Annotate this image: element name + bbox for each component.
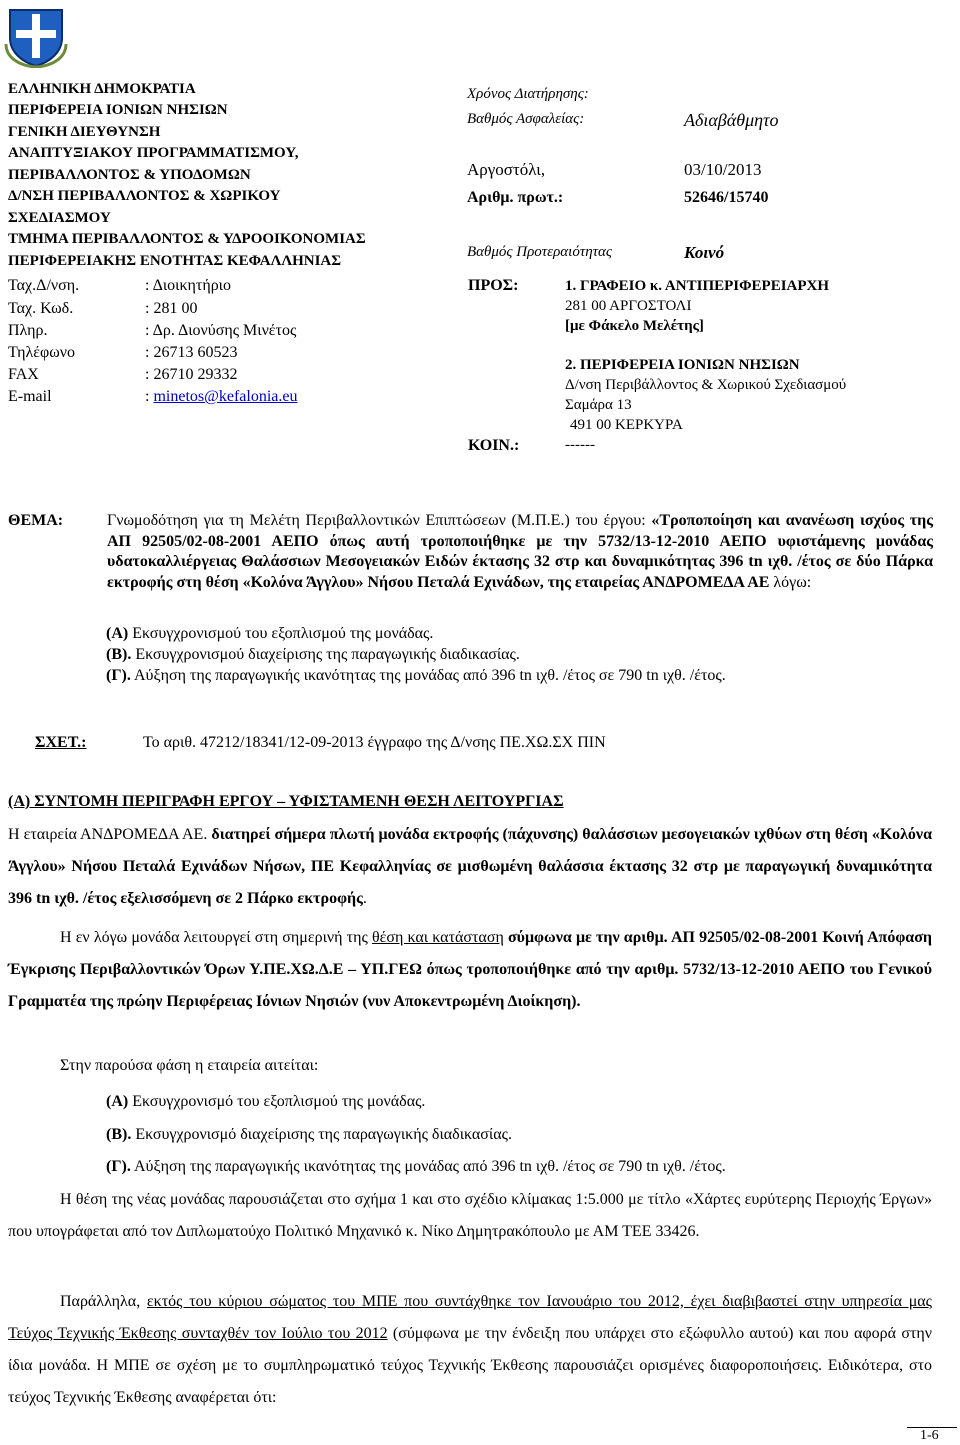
recipient-2-street: Σαμάρα 13 — [565, 397, 632, 413]
request-text: Εκσυγχρονισμό του εξοπλισμού της μονάδας. — [128, 1093, 426, 1110]
page-number: 1-6 — [920, 1428, 939, 1443]
recipient-1-address: 281 00 ΑΡΓΟΣΤΟΛΙ — [565, 298, 692, 314]
reason-text: Αύξηση της παραγωγικής ικανότητας της μονάδας από 396 tn ιχθ. /έτος σε 790 tn ιχθ. /έτος. — [130, 667, 726, 684]
contact-value: : 26713 60523 — [145, 344, 238, 361]
protocol-label: Αριθμ. πρωτ.: — [467, 189, 564, 206]
document-date: 03/10/2013 — [684, 160, 762, 179]
to-label: ΠΡΟΣ: — [468, 277, 519, 294]
contact-label: Πληρ. — [8, 322, 48, 339]
recipient-2-title: 2. ΠΕΡΙΦΕΡΕΙΑ ΙΟΝΙΩΝ ΝΗΣΙΩΝ — [565, 357, 800, 373]
company-name-text: Η εταιρεία ΑΝΔΡΟΜΕΔΑ ΑΕ. — [8, 826, 212, 843]
retention-label: Χρόνος Διατήρησης: — [467, 86, 589, 102]
email-prefix: : — [145, 388, 154, 405]
priority-label: Βαθμός Προτεραιότητας — [467, 244, 612, 260]
greek-coat-of-arms-icon — [4, 4, 68, 68]
section-a-paragraph-3: Στην παρούσα φάση η εταιρεία αιτείται: — [60, 1057, 319, 1074]
contact-label: FAX — [8, 366, 39, 383]
request-a — [106, 1092, 425, 1111]
org-line: ΓΕΝΙΚΗ ΔΙΕΥΘΥΝΣΗ — [8, 124, 161, 140]
request-text: Εκσυγχρονισμό διαχείρισης της παραγωγικής διαδικασίας. — [131, 1126, 512, 1143]
org-line: ΠΕΡΙΒΑΛΛΟΝΤΟΣ & ΥΠΟΔΟΜΩΝ — [8, 167, 251, 183]
org-line: ΕΛΛΗΝΙΚΗ ΔΗΜΟΚΡΑΤΙΑ — [8, 81, 196, 97]
recipient-1-note: [με Φάκελο Μελέτης] — [565, 318, 704, 334]
org-line: ΠΕΡΙΦΕΡΕΙΑΚΗΣ ΕΝΟΤΗΤΑΣ ΚΕΦΑΛΛΗΝΙΑΣ — [8, 253, 342, 269]
paragraph-text: (σύμφωνα με την ένδειξη που υπάρχει στο εξώφυλλο αυτού) και που αφορά στην ίδια μονάδα. Η ΜΠΕ σε σχέση με το συμπληρωματικό τεύχος Τεχνικής Έκθεσης παρουσιάζει ορισμένες διαφοροποιήσεις. Ειδικότερα, στο τεύχος Τεχνικής Έκθεσης αναφέρεται ότι: — [8, 1325, 932, 1406]
org-line: ΤΜΗΜΑ ΠΕΡΙΒΑΛΛΟΝΤΟΣ & ΥΔΡΟΟΙΚΟΝΟΜΙΑΣ — [8, 231, 366, 247]
request-text: Αύξηση της παραγωγικής ικανότητας της μονάδας από 396 tn ιχθ. /έτος σε 790 tn ιχθ. /έτος. — [130, 1158, 726, 1175]
org-line: ΣΧΕΔΙΑΣΜΟΥ — [8, 210, 111, 226]
subject-label: ΘΕΜΑ: — [8, 512, 64, 529]
org-line: ΠΕΡΙΦΕΡΕΙΑ ΙΟΝΙΩΝ ΝΗΣΙΩΝ — [8, 102, 228, 118]
recipient-2-city: 491 00 ΚΕΡΚΥΡΑ — [570, 417, 683, 433]
contact-value: : Δρ. Διονύσης Μινέτος — [145, 322, 297, 339]
request-c — [106, 1157, 726, 1176]
reference-value: Το αριθ. 47212/18341/12-09-2013 έγγραφο της Δ/νσης ΠΕ.ΧΩ.ΣΧ ΠΙΝ — [143, 734, 606, 751]
paragraph-end: . — [362, 890, 367, 907]
recipient-1-title: 1. ΓΡΑΦΕΙΟ κ. ΑΝΤΙΠΕΡΙΦΕΡΕΙΑΡΧΗ — [565, 278, 830, 294]
cc-label: ΚΟΙΝ.: — [468, 437, 520, 454]
section-a-paragraph-2 — [8, 922, 932, 1018]
reason-marker: (Β). — [106, 646, 132, 663]
contact-value: : 26710 29332 — [145, 366, 238, 383]
subject-text — [107, 511, 933, 594]
subject-project-title: «Τροποποίηση και ανανέωση ισχύος της ΑΠ 92505/02-08-2001 ΑΕΠΟ όπως αυτή τροποποιήθηκε με την 5732/13-12-2010 ΑΕΠΟ υφιστάμενης μονάδας υδατοκαλλιέργειας Θαλάσσιων Μεσογειακών Ειδών έκτασης 32 στρ και δυναμικότητας 396 tn ιχθ. /έτος σε δύο Πάρκα εκτροφής στη θέση «Κολόνα Άγγλου» Νήσου Πεταλά Εχινάδων, της εταιρείας ΑΝΔΡΟΜΕΔΑ ΑΕ — [107, 512, 933, 592]
section-a-heading — [8, 792, 564, 811]
request-b — [106, 1125, 512, 1144]
reason-text: Εκσυγχρονισμού διαχείρισης της παραγωγικής διαδικασίας. — [131, 646, 520, 663]
place-label: Αργοστόλι, — [467, 160, 546, 179]
org-line: ΑΝΑΠΤΥΞΙΑΚΟΥ ΠΡΟΓΡΑΜΜΑΤΙΣΜΟΥ, — [8, 145, 299, 161]
underlined-text: εκτός του κύριου σώματος του ΜΠΕ που συντάχθηκε τον Ιανουάριο του 2012, έχει διαβιβαστεί στην υπηρεσία μας Τεύχος Τεχνικής Έκθεσης συνταχθέν τον Ιούλιο του 2012 — [8, 1293, 932, 1342]
section-a-paragraph-1 — [8, 819, 932, 915]
section-a-heading-text: (Α) ΣΥΝΤΟΜΗ ΠΕΡΙΓΡΑΦΗ ΕΡΓΟΥ – ΥΦΙΣΤΑΜΕΝΗ ΘΕΣΗ ΛΕΙΤΟΥΡΓΙΑΣ — [8, 793, 564, 810]
recipient-2-department: Δ/νση Περιβάλλοντος & Χωρικού Σχεδιασμού — [565, 377, 847, 393]
reason-marker: (Γ). — [106, 667, 131, 684]
facility-description: διατηρεί σήμερα πλωτή μονάδα εκτροφής (πάχυνσης) θαλάσσιων μεσογειακών ιχθύων στη θέση «Κολόνα Άγγλου» Νήσου Πεταλά Εχινάδων Νήσων, ΠΕ Κεφαλληνίας σε μισθωμένη θαλάσσια έκτασης 32 στρ με παραγωγική δυναμικότητα 396 tn ιχθ. /έτος εξελισσόμενη σε 2 Πάρκο εκτροφής — [8, 826, 933, 907]
protocol-number: 52646/15740 — [684, 189, 769, 206]
email-link[interactable]: minetos@kefalonia.eu — [153, 388, 298, 405]
contact-label: Τηλέφωνο — [8, 344, 76, 361]
paragraph-text: Η εν λόγω μονάδα λειτουργεί στη σημερινή της — [60, 929, 372, 946]
section-a-paragraph-4: Η θέση της νέας μονάδας παρουσιάζεται στο σχήμα 1 και στο σχέδιο κλίμακας 1:5.000 με τίτλο «Χάρτες ευρύτερης Περιοχής Έργων» που υπογράφεται από τον Διπλωματούχο Πολιτικό Μηχανικό κ. Νίκο Δημητρακόπουλο με ΑΜ ΤΕΕ 33426. — [8, 1191, 932, 1240]
contact-label: Ταχ. Κωδ. — [8, 300, 74, 317]
licensing-reference: σύμφωνα με την αριθμ. ΑΠ 92505/02-08-2001 Κοινή Απόφαση Έγκρισης Περιβαλλοντικών Όρων Υ.ΠΕ.ΧΩ.Δ.Ε – ΥΠ.ΓΕΩ όπως τροποποιήθηκε από την αριθμ. 5732/13-12-2010 ΑΕΠΟ του Γενικού Γραμματέα της πρώην Περιφέρειας Ιόνιων Νησιών (νυν Αποκεντρωμένη Διοίκηση). — [8, 929, 933, 1010]
reference-label: ΣΧΕΤ.: — [35, 734, 87, 751]
request-marker: (Γ). — [106, 1158, 131, 1175]
priority-value: Κοινό — [684, 243, 725, 262]
contact-value: : 281 00 — [145, 300, 198, 317]
security-value: Αδιαβάθμητο — [684, 110, 779, 130]
request-marker: (Β). — [106, 1126, 132, 1143]
request-marker: (Α) — [106, 1093, 129, 1110]
contact-value — [145, 387, 297, 406]
subject-reason-b — [106, 645, 520, 664]
subject-reason-c — [106, 666, 726, 685]
reason-marker: (Α) — [106, 625, 129, 642]
paragraph-text: Παράλληλα, — [60, 1293, 147, 1310]
security-label: Βαθμός Ασφαλείας: — [467, 111, 585, 127]
subject-tail: λόγω: — [769, 574, 812, 592]
section-a-paragraph-5 — [8, 1286, 932, 1414]
org-line: Δ/ΝΣΗ ΠΕΡΙΒΑΛΛΟΝΤΟΣ & ΧΩΡΙΚΟΥ — [8, 188, 281, 204]
underlined-text: θέση και κατάσταση — [371, 929, 504, 946]
contact-label: Ταχ.Δ/νση. — [8, 277, 80, 294]
contact-value: : Διοικητήριο — [145, 277, 231, 294]
reason-text: Εκσυγχρονισμού του εξοπλισμού της μονάδας. — [128, 625, 434, 642]
cc-value: ------ — [565, 437, 595, 453]
subject-intro: Γνωμοδότηση για τη Μελέτη Περιβαλλοντικών Επιπτώσεων (Μ.Π.Ε.) του έργου: — [107, 512, 652, 529]
contact-label: E-mail — [8, 388, 52, 405]
subject-reason-a — [106, 624, 433, 643]
